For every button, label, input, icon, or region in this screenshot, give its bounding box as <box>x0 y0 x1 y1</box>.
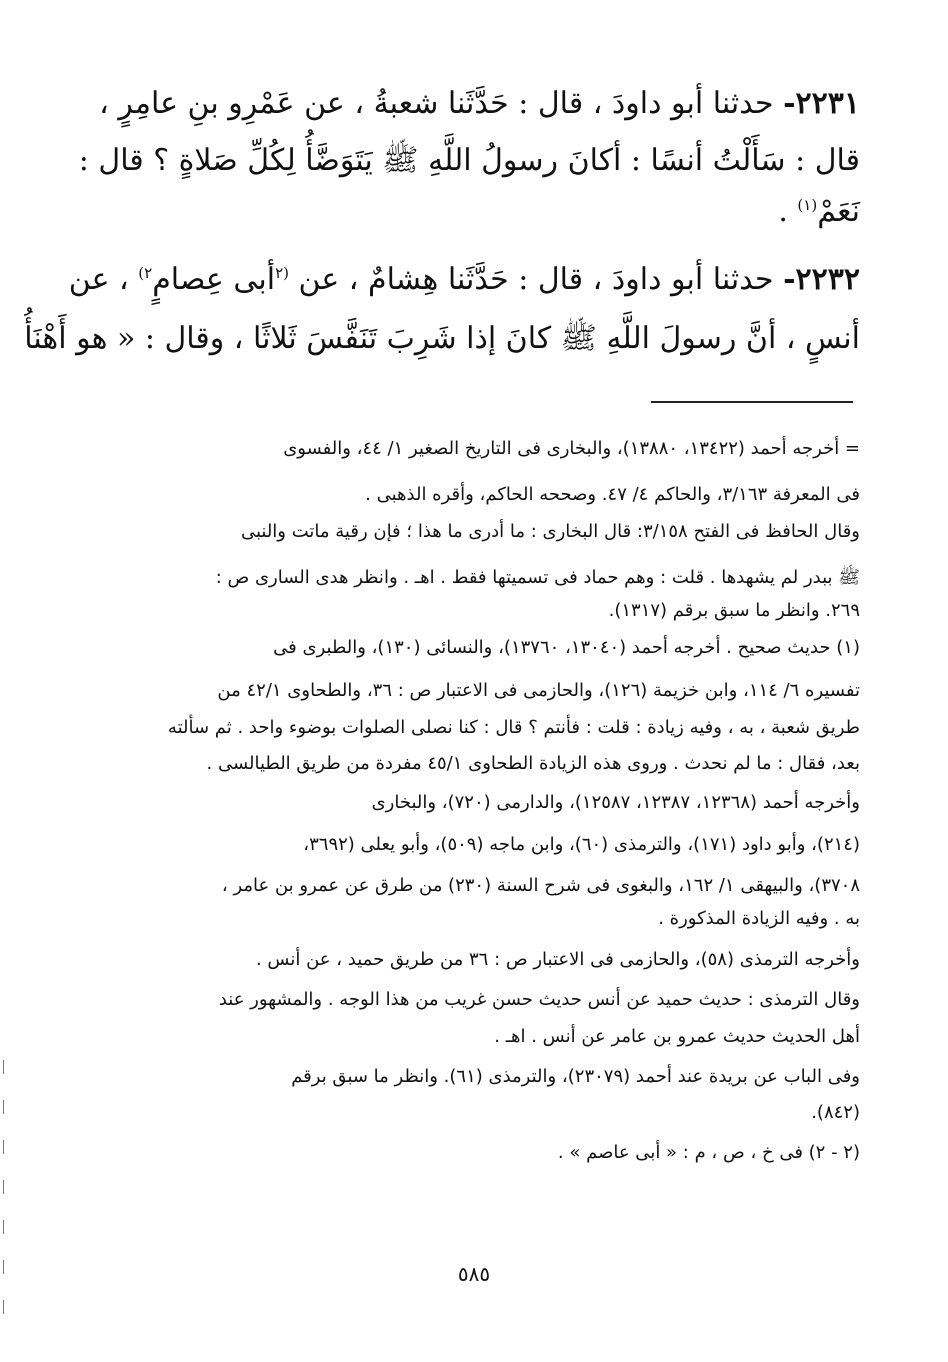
scan-edge-mark <box>3 1100 4 1114</box>
footnote-line: ﷺ ببدر لم يشهدها . قلت : وهم حماد فى تسميتها فقط . اهـ . وانظر هدى السارى ص : <box>215 567 860 588</box>
footnote-line: = أخرجه أحمد (١٣٤٢٢، ١٣٨٨٠)، والبخارى فى التاريخ الصغير ١/ ٤٤، والفسوى <box>283 438 860 459</box>
footnote-line: (٢١٤)، وأبو داود (١٧١)، والترمذى (٦٠)، وابن ماجه (٥٠٩)، وأبو يعلى (٣٦٩٢، <box>303 834 860 855</box>
scan-edge-mark <box>3 1140 4 1154</box>
hadith-text: نَعَمْ <box>817 194 860 229</box>
footnote-line: وقال الحافظ فى الفتح ٣/١٥٨: قال البخارى : ما أدرى ما هذا ؛ فإن رقية ماتت والنبى <box>240 521 860 542</box>
footnote-line: بعد، فقال : ما لم نحدث . وروى هذه الزيادة الطحاوى ٤٥/١ مفردة من طريق الطيالسى . <box>206 753 860 774</box>
footnote-line: طريق شعبة ، به ، وفيه زيادة : قلت : فأنتم ؟ قال : كنا نصلى الصلوات بوضوء واحد . ثم سألته <box>167 717 860 738</box>
scan-edge-mark <box>3 1060 4 1074</box>
footnote-line: أهل الحديث حديث عمرو بن عامر عن أنس . اهـ . <box>494 1026 860 1047</box>
page-number: ٥٨٥ <box>457 1262 491 1286</box>
footnote-line: ٢٦٩. وانظر ما سبق برقم (١٣١٧). <box>608 600 860 621</box>
footnote-line: وأخرجه أحمد (١٢٣٦٨، ١٢٣٨٧، ١٢٥٨٧)، والدارمى (٧٢٠)، والبخارى <box>371 792 860 813</box>
hadith-number: ٢٢٣١- <box>783 86 860 121</box>
hadith-text: حدثنا أبو داودَ ، قال : حَدَّثَنا هِشامٌ ، عن <box>298 262 774 297</box>
footnote-line: ٣٧٠٨)، والبيهقى ١/ ١٦٢، والبغوى فى شرح السنة (٢٣٠) من طرق عن عمرو بن عامر ، <box>221 875 860 896</box>
hadith-text: حدثنا أبو داودَ ، قال : حَدَّثَنا شعبةُ ، عن عَمْرِو بنِ عامِرٍ ، <box>99 86 774 121</box>
footnote-line: (٢ - ٢) فى خ ، ص ، م : « أبى عاصم » . <box>557 1142 860 1163</box>
hadith-2231-line-3 <box>130 194 860 229</box>
hadith-2231-line-2 <box>78 142 860 185</box>
hadith-text-end: . <box>778 194 788 229</box>
footnote-separator <box>651 401 853 403</box>
scan-edge-mark <box>3 1260 4 1274</box>
footnote-line: (٨٤٢). <box>811 1102 860 1123</box>
footnote-line: وأخرجه الترمذى (٥٨)، والحازمى فى الاعتبار ص : ٣٦ من طريق حميد ، عن أنس . <box>255 949 860 970</box>
footnote-line: تفسيره ٦/ ١١٤، وابن خزيمة (١٢٦)، والحازمى فى الاعتبار ص : ٣٦، والطحاوى ٤٢/١ من <box>217 680 860 701</box>
footnote-marker: (١) <box>797 196 818 214</box>
scan-edge-mark <box>3 1300 4 1314</box>
footnote-marker: ٢) <box>138 264 153 282</box>
footnote-marker: (٢ <box>275 264 289 282</box>
hadith-2232-line-2 <box>24 320 860 363</box>
hadith-number: ٢٢٣٢- <box>783 262 860 297</box>
hadith-text: أبى عِصامٍ <box>152 262 276 297</box>
scan-edge-mark <box>3 1180 4 1194</box>
hadith-text: ، عن <box>68 262 129 297</box>
hadith-2231-line-1 <box>99 86 860 121</box>
footnote-line: به . وفيه الزيادة المذكورة . <box>658 908 860 929</box>
hadith-2232-line-1 <box>68 262 860 297</box>
footnote-line: وفى الباب عن بريدة عند أحمد (٢٣٠٧٩)، والترمذى (٦١). وانظر ما سبق برقم <box>291 1066 860 1087</box>
hadith-text: قال : سَأَلْتُ أنسًا : أكانَ رسولُ اللَّهِ ﷺ يَتَوَضَّأُ لِكُلِّ صَلاةٍ ؟ قال : <box>78 143 860 178</box>
footnote-line: فى المعرفة ٣/١٦٣، والحاكم ٤/ ٤٧. وصححه الحاكم، وأقره الذهبى . <box>365 484 860 505</box>
hadith-text: أنسٍ ، أنَّ رسولَ اللَّهِ ﷺ كانَ إذا شَرِبَ تَنَفَّسَ ثَلاثًا ، وقال : « هو أَهْنَأُ <box>24 321 860 356</box>
footnote-line: وقال الترمذى : حديث حميد عن أنس حديث حسن غريب من هذا الوجه . والمشهور عند <box>218 989 860 1010</box>
footnote-line: (١) حديث صحيح . أخرجه أحمد (١٣٠٤٠، ١٣٧٦٠)، والنسائى (١٣٠)، والطبرى فى <box>273 637 860 658</box>
scan-edge-mark <box>3 1220 4 1234</box>
